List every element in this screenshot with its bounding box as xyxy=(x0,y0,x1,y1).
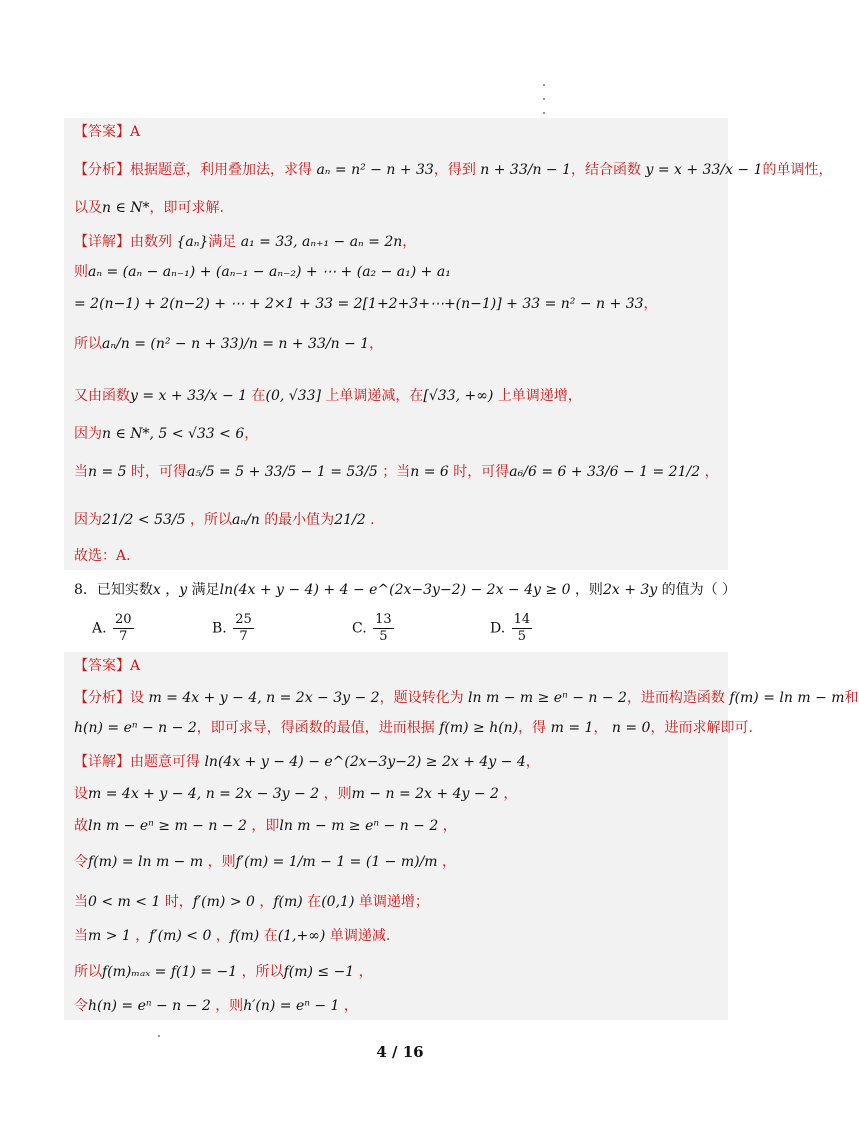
detail-q7-line7: 当n = 5 时，可得a₅/5 = 5 + 33/5 − 1 = 53/5 ；当n = 6 时，可得a₆/6 = 6 + 33/6 − 1 = 21/2 ， xyxy=(74,464,719,480)
analysis-q7-line2: 以及n ∈ N*，即可求解. xyxy=(74,200,224,216)
margin-mark xyxy=(158,1035,160,1037)
detail-q7-line6: 因为n ∈ N*, 5 < √33 < 6， xyxy=(74,426,259,442)
detail-q8-line4: 令f(m) = ln m − m ，则f′(m) = 1/m − 1 = (1 − m)/m ， xyxy=(74,854,457,870)
option-c: C. $\frac{13}{5}$ xyxy=(352,612,392,644)
detail-q8-line8: 令h(n) = eⁿ − n − 2 ，则h′(n) = eⁿ − 1 ， xyxy=(74,998,358,1014)
detail-q7-line1: 【详解】由数列 {aₙ}满足 a₁ = 33, aₙ₊₁ − aₙ = 2n， xyxy=(74,234,417,250)
answer-q8: 【答案】A xyxy=(74,658,141,674)
question-8-stem: 8．已知实数x ，y 满足ln(4x + y − 4) + 4 − e^(2x−3y−2) − 2x − 4y ≥ 0 ，则2x + 3y 的值为（ ） xyxy=(74,582,737,598)
option-d: D. $\frac{14}{5}$ xyxy=(490,612,531,644)
detail-q7-line8: 因为21/2 < 53/5 ，所以aₙ/n 的最小值为21/2 . xyxy=(74,512,375,528)
option-b: B. $\frac{25}{7}$ xyxy=(212,612,252,644)
analysis-q7-line1: 【分析】根据题意，利用叠加法，求得 aₙ = n² − n + 33，得到 n + 33/n − 1，结合函数 y = x + 33/x − 1的单调性， xyxy=(74,162,833,178)
answer-q7: 【答案】A xyxy=(74,124,141,140)
detail-q7-choose: 故选：A. xyxy=(74,548,131,564)
detail-q7-line5: 又由函数y = x + 33/x − 1 在(0, √33] 上单调递减，在[√33, +∞) 上单调递增， xyxy=(74,388,582,404)
detail-q8-line2: 设m = 4x + y − 4, n = 2x − 3y − 2 ，则m − n = 2x + 4y − 2 ， xyxy=(74,786,518,802)
detail-q8-line3: 故ln m − eⁿ ≥ m − n − 2 ，即ln m − m ≥ eⁿ − n − 2 ， xyxy=(74,818,457,834)
page-number: 4 / 16 xyxy=(376,1043,424,1061)
detail-q7-line2: 则aₙ = (aₙ − aₙ₋₁) + (aₙ₋₁ − aₙ₋₂) + ⋯ + (a₂ − a₁) + a₁ xyxy=(74,264,451,280)
detail-q8-line5: 当0 < m < 1 时，f′(m) > 0 ，f(m) 在(0,1) 单调递增； xyxy=(74,894,429,910)
detail-q8-line1: 【详解】由题意可得 ln(4x + y − 4) − e^(2x−3y−2) ≥ 2x + 4y − 4， xyxy=(74,754,540,770)
detail-q8-line6: 当m > 1 ，f′(m) < 0 ，f(m) 在(1,+∞) 单调递减. xyxy=(74,928,391,944)
analysis-q8-line2: h(n) = eⁿ − n − 2，即可求导，得函数的最值，进而根据 f(m) ≥ h(n)，得 m = 1， n = 0，进而求解即可. xyxy=(74,720,753,736)
detail-q7-line4: 所以aₙ/n = (n² − n + 33)/n = n + 33/n − 1， xyxy=(74,336,384,352)
analysis-q8-line1: 【分析】设 m = 4x + y − 4, n = 2x − 3y − 2，题设转化为 ln m − m ≥ eⁿ − n − 2，进而构造函数 f(m) = ln m − m和 xyxy=(74,690,859,706)
detail-q7-line3: = 2(n−1) + 2(n−2) + ⋯ + 2×1 + 33 = 2[1+2+3+⋯+(n−1)] + 33 = n² − n + 33， xyxy=(74,296,658,312)
detail-q8-line7: 所以f(m)ₘₐₓ = f(1) = −1 ，所以f(m) ≤ −1 ， xyxy=(74,964,373,980)
option-a: A. $\frac{20}{7}$ xyxy=(92,612,132,644)
